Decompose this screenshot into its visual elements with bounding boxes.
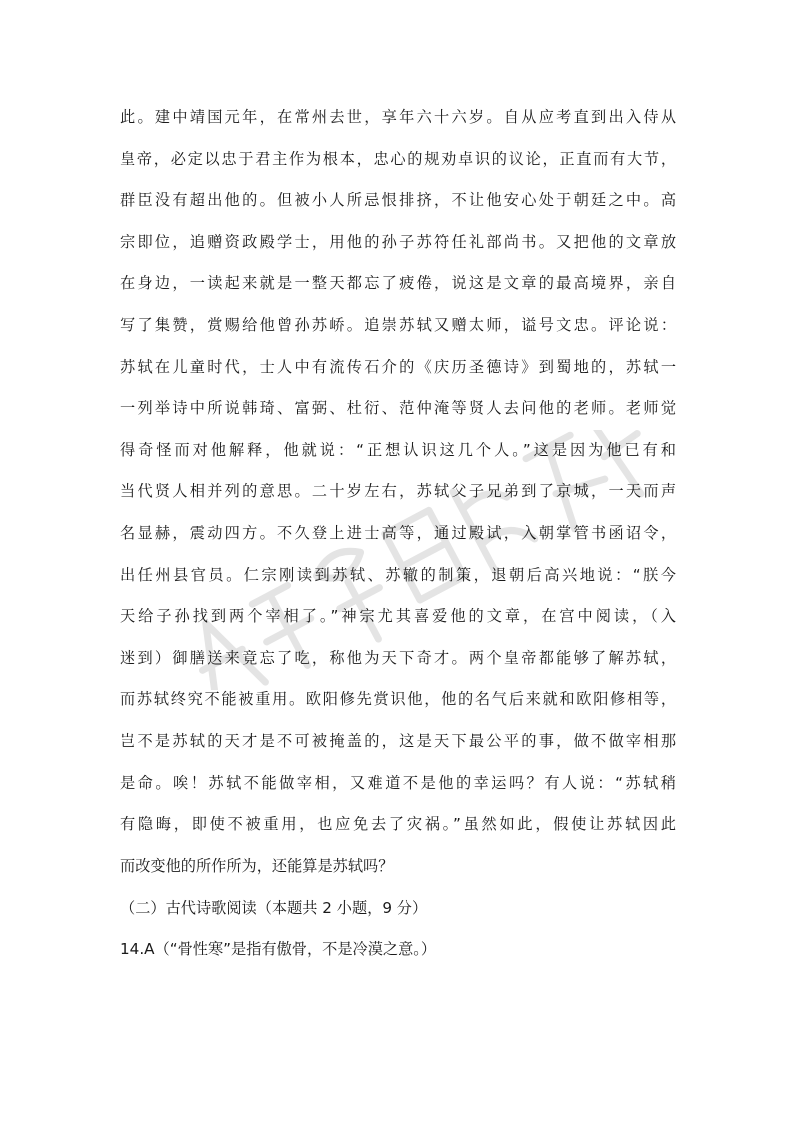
translation-body (120, 103, 676, 893)
text-line: 宗即位，追赠资政殿学士，用他的孙子苏符任礼部尚书。又把他的文章放 (120, 232, 676, 251)
text-line: 而苏轼终究不能被重用。欧阳修先赏识他，他的名气后来就和欧阳修相等， (120, 690, 676, 709)
text-line: 一列举诗中所说韩琦、富弼、杜衍、范仲淹等贤人去问他的老师。老师觉 (120, 399, 676, 418)
text-line: 苏轼在儿童时代，士人中有流传石介的《庆历圣德诗》到蜀地的，苏轼一 (120, 357, 676, 376)
text-line: 此。建中靖国元年，在常州去世，享年六十六岁。自从应考直到出入侍从 (120, 108, 676, 126)
text-line: 在身边，一读起来就是一整天都忘了疲倦，说这是文章的最高境界，亲自 (120, 274, 676, 293)
section-heading: （二）古代诗歌阅读（本题共 2 小题，9 分） (120, 899, 428, 917)
text-line: 得奇怪而对他解释，他就说：“正想认识这几个人。”这是因为他已有和 (120, 440, 676, 459)
text-line: 名显赫，震动四方。不久登上进士高等，通过殿试，入朝掌管书函诏令， (120, 523, 676, 542)
text-line: 有隐晦，即使不被重用，也应免去了灾祸。”虽然如此，假使让苏轼因此 (120, 815, 676, 834)
text-line: 皇帝，必定以忠于君主作为根本，忠心的规劝卓识的议论，正直而有大节， (120, 149, 676, 168)
answer-14: 14.A（“骨性寒”是指有傲骨，不是冷漠之意。） (120, 940, 437, 958)
text-line: 天给子孙找到两个宰相了。”神宗尤其喜爱他的文章，在宫中阅读，（入 (120, 607, 676, 626)
text-line: 群臣没有超出他的。但被小人所忌恨排挤，不让他安心处于朝廷之中。高 (120, 191, 676, 210)
text-line: 而改变他的所作所为，还能算是苏轼吗？ (120, 856, 394, 875)
text-line: 当代贤人相并列的意思。二十岁左右，苏轼父子兄弟到了京城，一天而声 (120, 482, 676, 501)
text-line: 是命。唉！苏轼不能做宰相，又难道不是他的幸运吗？有人说：“苏轼稍 (120, 773, 676, 792)
text-line: 出任州县官员。仁宗刚读到苏轼、苏辙的制策，退朝后高兴地说：“朕今 (120, 565, 676, 584)
text-line: 迷到）御膳送来竟忘了吃，称他为天下奇才。两个皇帝都能够了解苏轼， (120, 648, 676, 667)
text-line: 写了集赞，赏赐给他曾孙苏峤。追崇苏轼又赠太师，谥号文忠。评论说： (120, 315, 676, 334)
text-line: 岂不是苏轼的天才是不可被掩盖的，这是天下最公平的事，做不做宰相那 (120, 731, 676, 750)
